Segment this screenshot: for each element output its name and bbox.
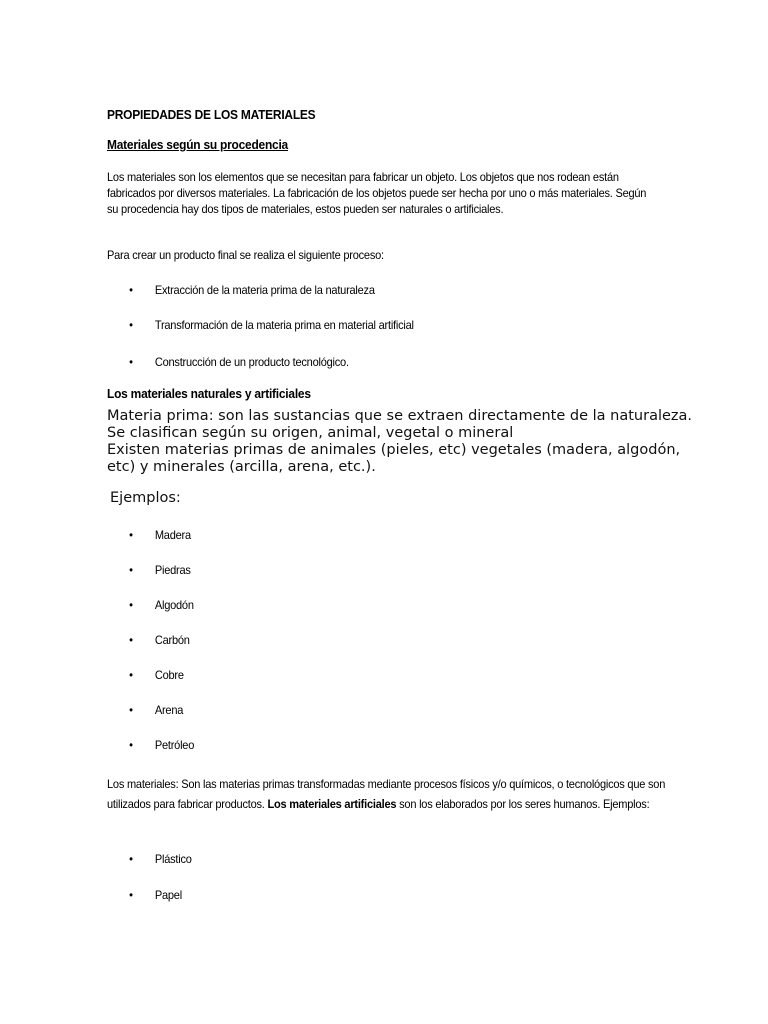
list-item-text: Algodón [154,598,194,612]
bullet-icon: • [129,633,133,647]
bullet-icon: • [129,888,133,902]
materials-text-end: son los elaborados por los seres humanos. Ejemplos: [396,797,650,811]
list-item-text: Papel [154,888,182,902]
bullet-icon: • [129,668,133,682]
materials-paragraph [107,774,677,814]
examples-label: Ejemplos: [110,490,181,506]
bullet-icon: • [129,738,133,752]
bullet-icon: • [129,852,133,866]
intro-paragraph: Los materiales son los elementos que se necesitan para fabricar un objeto. Los objetos que nos rodean están fabricados por diversos materiales. La fabricación de los objetos puede ser hecha por uno o más materiales. Según su procedencia hay dos tipos de materiales, estos pueden ser naturales o artificiales. [107,170,647,216]
materials-text-start: Los materiales: Son las materias primas transformadas mediante procesos físicos y/o químicos, o tecnológicos que son utilizados para fabricar productos. [107,777,666,811]
bullet-icon: • [129,528,133,542]
list-item-text: Construcción de un producto tecnológico. [154,355,349,369]
list-item-text: Madera [154,528,191,542]
list-item-text: Arena [154,703,184,717]
bullet-icon: • [129,283,133,297]
section-heading: Los materiales naturales y artificiales [107,386,311,401]
list-item-text: Plástico [154,852,192,866]
list-item-text: Piedras [154,563,191,577]
artificial-materials-term: Los materiales artificiales [267,797,397,811]
bullet-icon: • [129,355,133,369]
page-title: PROPIEDADES DE LOS MATERIALES [107,107,316,122]
process-intro: Para crear un producto final se realiza el siguiente proceso: [107,248,384,262]
section-subtitle: Materiales según su procedencia [107,137,288,152]
list-item-text: Cobre [154,668,184,682]
list-item-text: Transformación de la materia prima en material artificial [154,318,414,332]
bullet-icon: • [129,563,133,577]
materia-prima-definition: Materia prima: son las sustancias que se extraen directamente de la naturaleza. Se clasifican según su origen, animal, vegetal o mineral [107,408,693,441]
list-item-text: Extracción de la materia prima de la naturaleza [154,283,375,297]
list-item-text: Petróleo [154,738,195,752]
bullet-icon: • [129,703,133,717]
materia-prima-types: Existen materias primas de animales (pieles, etc) vegetales (madera, algodón, etc) y minerales (arcilla, arena, etc.). [107,442,681,475]
materia-prima-text [107,408,707,476]
bullet-icon: • [129,318,133,332]
list-item-text: Carbón [154,633,190,647]
bullet-icon: • [129,598,133,612]
